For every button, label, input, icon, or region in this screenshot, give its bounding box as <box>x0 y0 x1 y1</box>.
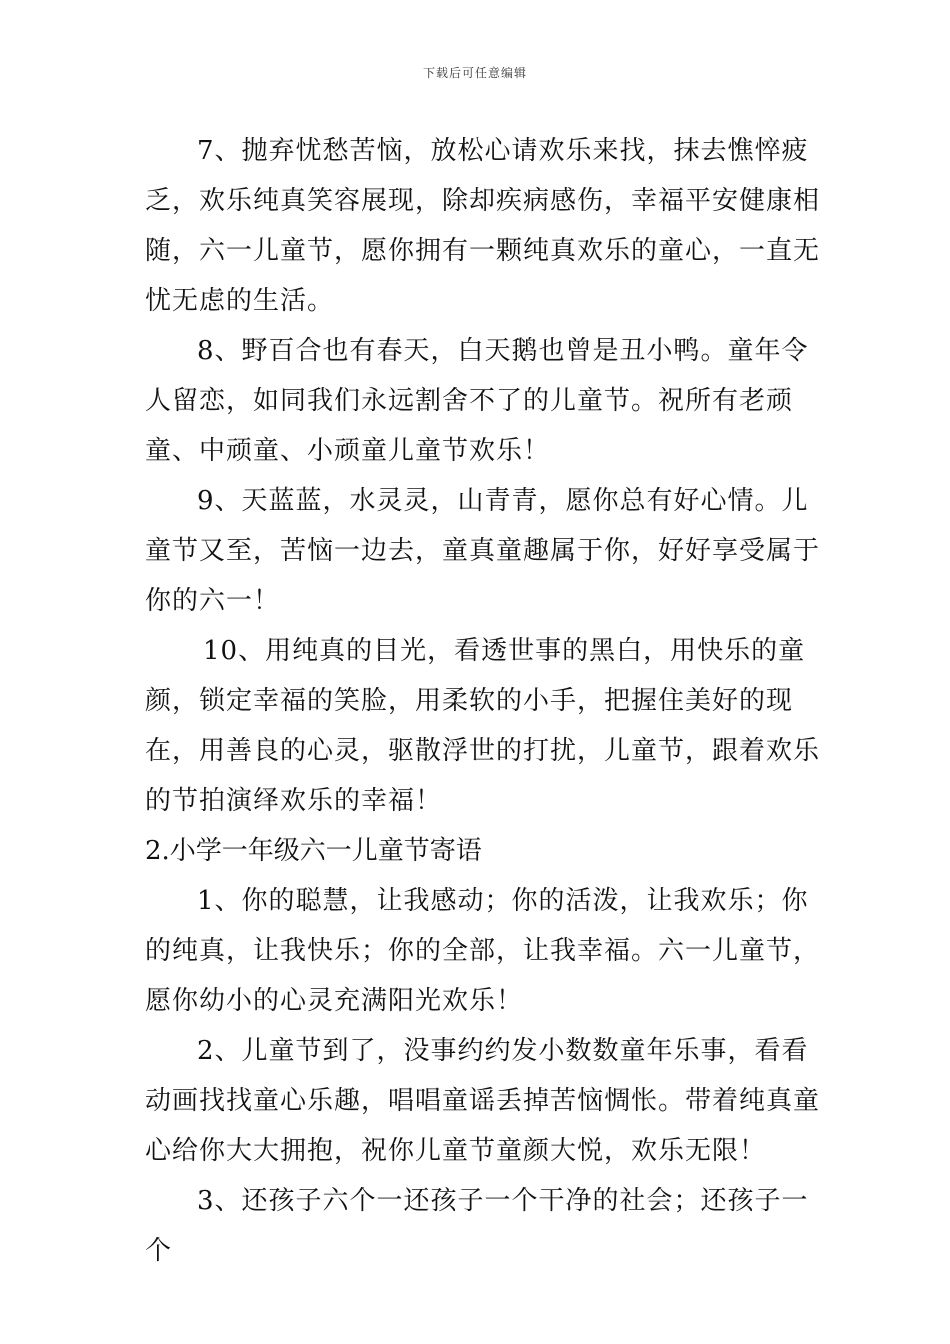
paragraph-item-9: 9、天蓝蓝，水灵灵，山青青，愿你总有好心情。儿童节又至，苦恼一边去，童真童趣属于你，好好享受属于你的六一！ <box>145 486 821 616</box>
paragraph-item-1: 1、你的聪慧，让我感动；你的活泼，让我欢乐；你的纯真，让我快乐；你的全部，让我幸福。六一儿童节，愿你幼小的心灵充满阳光欢乐！ <box>145 886 821 1016</box>
page-header: 下载后可任意编辑 <box>422 66 527 80</box>
paragraph-item-3: 3、还孩子六个一还孩子一个干净的社会；还孩子一个 <box>145 1186 809 1266</box>
paragraph-item-8: 8、野百合也有春天，白天鹅也曾是丑小鸭。童年令人留恋，如同我们永远割舍不了的儿童节。祝所有老顽童、中顽童、小顽童儿童节欢乐！ <box>145 336 809 466</box>
paragraph-item-10: 10、用纯真的目光，看透世事的黑白，用快乐的童颜，锁定幸福的笑脸，用柔软的小手，把握住美好的现在，用善良的心灵，驱散浮世的打扰，儿童节，跟着欢乐的节拍演绎欢乐的幸福！ <box>145 636 821 816</box>
section-heading: 2.小学一年级六一儿童节寄语 <box>145 836 482 866</box>
paragraph-item-2: 2、儿童节到了，没事约约发小数数童年乐事，看看动画找找童心乐趣，唱唱童谣丢掉苦恼惆怅。带着纯真童心给你大大拥抱，祝你儿童节童颜大悦，欢乐无限！ <box>145 1036 821 1166</box>
paragraph-item-7: 7、抛弃忧愁苦恼，放松心请欢乐来找，抹去憔悴疲乏，欢乐纯真笑容展现，除却疾病感伤，幸福平安健康相随，六一儿童节，愿你拥有一颗纯真欢乐的童心，一直无忧无虑的生活。 <box>145 136 821 316</box>
document-body <box>145 126 825 1276</box>
